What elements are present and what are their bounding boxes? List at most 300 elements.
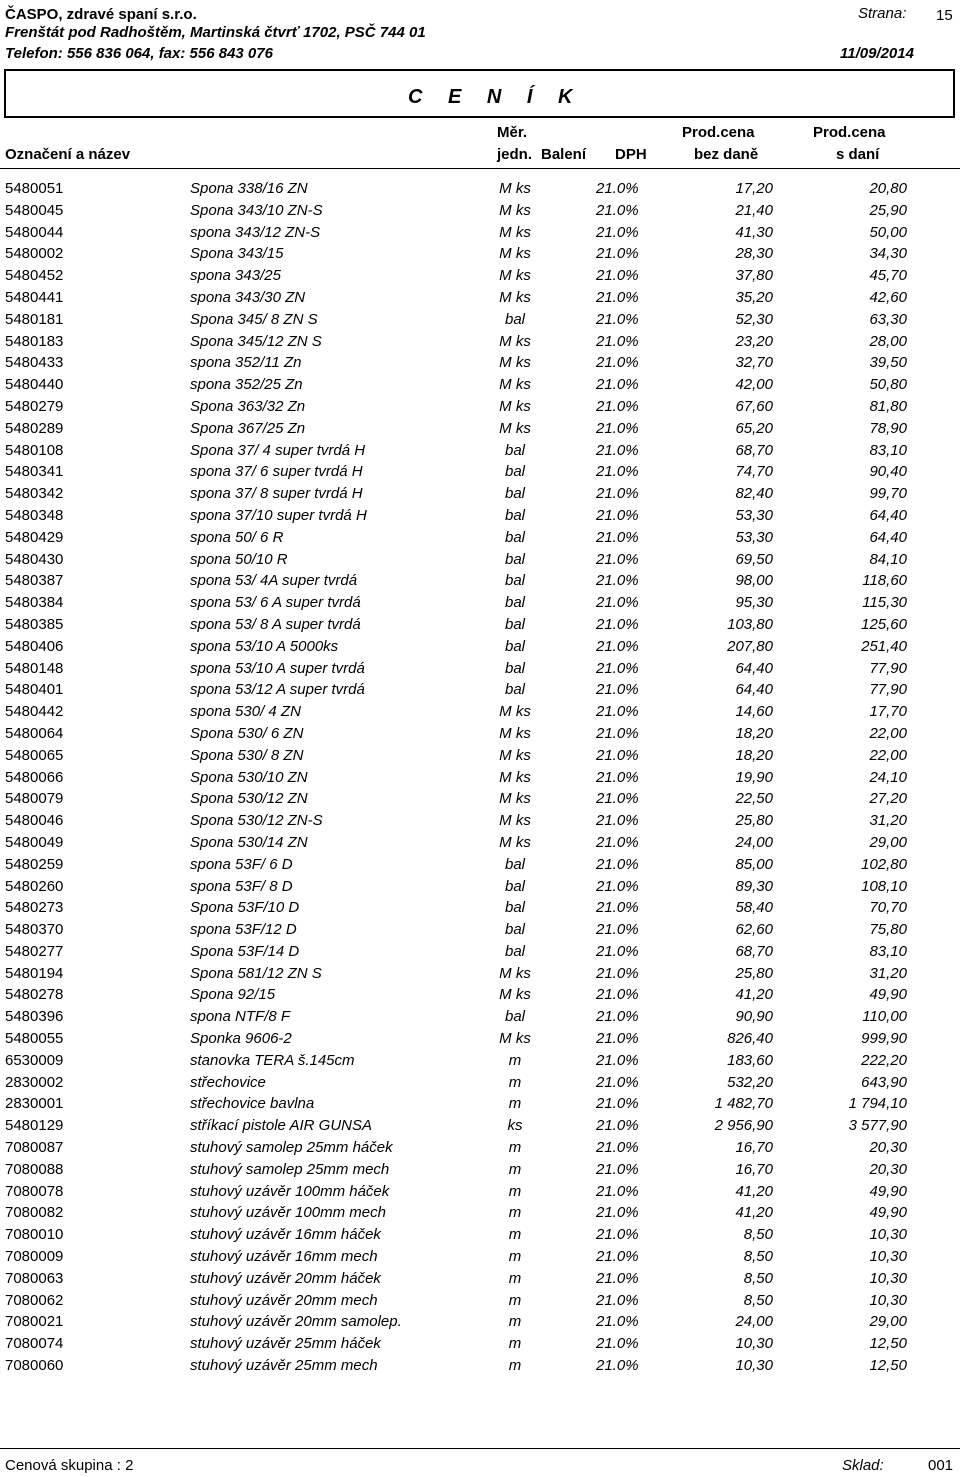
item-unit: bal xyxy=(504,506,526,524)
item-name: stuhový samolep 25mm mech xyxy=(190,1160,390,1178)
item-price-gross: 10,30 xyxy=(869,1269,907,1287)
item-vat: 21.0% xyxy=(596,1313,639,1331)
item-code: 7080082 xyxy=(5,1204,64,1222)
item-name: Spona 530/12 ZN xyxy=(190,790,308,808)
item-price-gross: 12,50 xyxy=(869,1357,907,1375)
item-price-net: 95,30 xyxy=(735,594,773,612)
item-price-gross: 999,90 xyxy=(861,1030,907,1048)
item-code: 7080021 xyxy=(5,1313,64,1331)
item-price-gross: 22,00 xyxy=(869,746,907,764)
item-unit: m xyxy=(508,1073,522,1091)
item-price-net: 10,30 xyxy=(735,1357,773,1375)
item-price-net: 53,30 xyxy=(735,506,773,524)
item-price-net: 82,40 xyxy=(735,485,773,503)
col-packing-header: Balení xyxy=(541,146,587,163)
item-price-gross: 17,70 xyxy=(869,703,907,721)
item-unit: M ks xyxy=(499,746,531,764)
item-price-gross: 10,30 xyxy=(869,1226,907,1244)
item-code: 5480129 xyxy=(5,1117,64,1135)
item-vat: 21.0% xyxy=(596,310,639,328)
item-vat: 21.0% xyxy=(596,812,639,830)
item-vat: 21.0% xyxy=(596,397,639,415)
item-price-net: 22,50 xyxy=(735,790,773,808)
table-row xyxy=(0,592,960,614)
table-row xyxy=(0,963,960,985)
item-price-gross: 25,90 xyxy=(869,201,907,219)
item-price-net: 8,50 xyxy=(743,1291,773,1309)
item-vat: 21.0% xyxy=(596,768,639,786)
table-row xyxy=(0,331,960,353)
table-row xyxy=(0,1050,960,1072)
table-row xyxy=(0,984,960,1006)
item-unit: M ks xyxy=(499,376,531,394)
item-price-gross: 42,60 xyxy=(869,288,907,306)
item-vat: 21.0% xyxy=(596,332,639,350)
item-vat: 21.0% xyxy=(596,637,639,655)
table-row xyxy=(0,1355,960,1377)
table-row xyxy=(0,527,960,549)
table-row xyxy=(0,1006,960,1028)
table-row xyxy=(0,483,960,505)
item-price-gross: 83,10 xyxy=(869,942,907,960)
item-unit: bal xyxy=(504,594,526,612)
item-price-net: 18,20 xyxy=(735,724,773,742)
item-price-gross: 77,90 xyxy=(869,681,907,699)
table-row xyxy=(0,614,960,636)
item-price-net: 25,80 xyxy=(735,812,773,830)
item-price-gross: 50,80 xyxy=(869,376,907,394)
item-code: 5480342 xyxy=(5,485,64,503)
item-vat: 21.0% xyxy=(596,376,639,394)
table-row xyxy=(0,788,960,810)
item-name: stuhový uzávěr 16mm mech xyxy=(190,1248,378,1266)
item-unit: m xyxy=(508,1160,522,1178)
table-row xyxy=(0,1202,960,1224)
item-price-net: 67,60 xyxy=(735,397,773,415)
item-name: Spona 345/12 ZN S xyxy=(190,332,322,350)
item-code: 5480049 xyxy=(5,833,64,851)
item-vat: 21.0% xyxy=(596,1095,639,1113)
table-row xyxy=(0,1137,960,1159)
item-name: stuhový uzávěr 20mm mech xyxy=(190,1291,378,1309)
item-price-net: 8,50 xyxy=(743,1269,773,1287)
item-name: střechovice bavlna xyxy=(190,1095,315,1113)
item-price-gross: 24,10 xyxy=(869,768,907,786)
item-vat: 21.0% xyxy=(596,180,639,197)
item-unit: bal xyxy=(504,681,526,699)
item-vat: 21.0% xyxy=(596,1269,639,1287)
item-name: spona 343/25 xyxy=(190,267,281,285)
item-code: 5480259 xyxy=(5,855,64,873)
item-name: Spona 530/12 ZN-S xyxy=(190,812,323,830)
item-code: 5480183 xyxy=(5,332,64,350)
item-unit: bal xyxy=(504,441,526,459)
item-unit: bal xyxy=(504,899,526,917)
item-name: stříkací pistole AIR GUNSA xyxy=(190,1117,372,1135)
item-code: 7080060 xyxy=(5,1357,64,1375)
item-unit: bal xyxy=(504,485,526,503)
item-price-gross: 90,40 xyxy=(869,463,907,481)
item-price-net: 10,30 xyxy=(735,1335,773,1353)
item-vat: 21.0% xyxy=(596,877,639,895)
table-row xyxy=(0,1028,960,1050)
item-code: 5480079 xyxy=(5,790,64,808)
item-price-gross: 29,00 xyxy=(869,1313,907,1331)
item-unit: bal xyxy=(504,659,526,677)
item-code: 5480370 xyxy=(5,921,64,939)
item-price-gross: 3 577,90 xyxy=(848,1117,907,1135)
item-code: 5480194 xyxy=(5,964,64,982)
item-unit: m xyxy=(508,1139,522,1157)
item-name: spona 50/ 6 R xyxy=(190,528,284,546)
item-name: spona 352/11 Zn xyxy=(190,354,302,372)
item-vat: 21.0% xyxy=(596,1357,639,1375)
item-price-gross: 125,60 xyxy=(861,615,907,633)
table-row xyxy=(0,832,960,854)
company-address: Frenštát pod Radhoštěm, Martinská čtvrť 1702, PSČ 744 01 xyxy=(5,24,426,41)
item-unit: M ks xyxy=(499,964,531,982)
item-unit: bal xyxy=(504,572,526,590)
table-row xyxy=(0,1159,960,1181)
item-name: Sponka 9606-2 xyxy=(190,1030,292,1048)
item-unit: m xyxy=(508,1051,522,1069)
item-vat: 21.0% xyxy=(596,921,639,939)
item-vat: 21.0% xyxy=(596,223,639,241)
item-name: spona 53F/ 6 D xyxy=(190,855,293,873)
item-unit: bal xyxy=(504,855,526,873)
item-price-net: 64,40 xyxy=(735,659,773,677)
item-price-gross: 1 794,10 xyxy=(848,1095,907,1113)
col-gross-header-top: Prod.cena xyxy=(813,124,886,141)
item-vat: 21.0% xyxy=(596,1139,639,1157)
item-price-net: 41,20 xyxy=(735,1204,773,1222)
item-unit: bal xyxy=(504,877,526,895)
table-row xyxy=(0,570,960,592)
item-vat: 21.0% xyxy=(596,986,639,1004)
item-vat: 21.0% xyxy=(596,1030,639,1048)
item-price-gross: 81,80 xyxy=(869,397,907,415)
item-code: 2830001 xyxy=(5,1095,64,1113)
item-price-net: 1 482,70 xyxy=(714,1095,773,1113)
item-vat: 21.0% xyxy=(596,1051,639,1069)
item-price-gross: 10,30 xyxy=(869,1291,907,1309)
item-vat: 21.0% xyxy=(596,1008,639,1026)
item-vat: 21.0% xyxy=(596,1335,639,1353)
document-date: 11/09/2014 xyxy=(840,45,914,62)
item-vat: 21.0% xyxy=(596,441,639,459)
col-name-header: Označení a název xyxy=(5,146,131,163)
item-vat: 21.0% xyxy=(596,1182,639,1200)
item-unit: m xyxy=(508,1182,522,1200)
item-code: 5480002 xyxy=(5,245,64,263)
item-name: Spona 345/ 8 ZN S xyxy=(190,310,318,328)
item-vat: 21.0% xyxy=(596,659,639,677)
item-price-net: 207,80 xyxy=(727,637,773,655)
item-price-gross: 70,70 xyxy=(869,899,907,917)
item-price-gross: 222,20 xyxy=(861,1051,907,1069)
table-row xyxy=(0,1311,960,1333)
item-price-net: 19,90 xyxy=(735,768,773,786)
item-price-gross: 63,30 xyxy=(869,310,907,328)
item-vat: 21.0% xyxy=(596,681,639,699)
item-price-net: 21,40 xyxy=(735,201,773,219)
table-row xyxy=(0,418,960,440)
item-code: 5480055 xyxy=(5,1030,64,1048)
item-name: spona 53/ 4A super tvrdá xyxy=(190,572,358,590)
item-vat: 21.0% xyxy=(596,899,639,917)
col-gross-header-bottom: s daní xyxy=(836,146,880,163)
item-name: stuhový uzávěr 20mm samolep. xyxy=(190,1313,402,1331)
item-code: 5480148 xyxy=(5,659,64,677)
item-name: spona 53/ 8 A super tvrdá xyxy=(190,615,361,633)
item-price-net: 16,70 xyxy=(735,1160,773,1178)
item-vat: 21.0% xyxy=(596,1248,639,1266)
table-row xyxy=(0,200,960,222)
item-unit: M ks xyxy=(499,419,531,437)
item-name: spona 352/25 Zn xyxy=(190,376,303,394)
item-name: spona 53/10 A 5000ks xyxy=(190,637,339,655)
item-unit: bal xyxy=(504,1008,526,1026)
item-code: 7080078 xyxy=(5,1182,64,1200)
item-price-net: 16,70 xyxy=(735,1139,773,1157)
item-unit: M ks xyxy=(499,812,531,830)
item-name: stuhový uzávěr 16mm háček xyxy=(190,1226,381,1244)
item-code: 5480348 xyxy=(5,506,64,524)
item-unit: m xyxy=(508,1095,522,1113)
item-price-gross: 28,00 xyxy=(869,332,907,350)
item-unit: M ks xyxy=(499,288,531,306)
item-unit: bal xyxy=(504,528,526,546)
item-price-net: 62,60 xyxy=(735,921,773,939)
footer-divider xyxy=(0,1448,960,1449)
item-code: 5480045 xyxy=(5,201,64,219)
item-vat: 21.0% xyxy=(596,1117,639,1135)
warehouse-value: 001 xyxy=(928,1457,954,1474)
item-price-net: 32,70 xyxy=(735,354,773,372)
item-unit: M ks xyxy=(499,332,531,350)
item-name: Spona 530/ 6 ZN xyxy=(190,724,304,742)
item-price-net: 28,30 xyxy=(735,245,773,263)
item-vat: 21.0% xyxy=(596,550,639,568)
item-price-net: 65,20 xyxy=(735,419,773,437)
item-price-net: 17,20 xyxy=(735,180,773,197)
item-name: spona 530/ 4 ZN xyxy=(190,703,301,721)
item-price-gross: 64,40 xyxy=(869,506,907,524)
item-unit: bal xyxy=(504,942,526,960)
item-price-gross: 31,20 xyxy=(869,812,907,830)
item-price-gross: 49,90 xyxy=(869,986,907,1004)
item-vat: 21.0% xyxy=(596,419,639,437)
item-price-gross: 102,80 xyxy=(861,855,907,873)
item-code: 5480452 xyxy=(5,267,64,285)
table-row xyxy=(0,701,960,723)
item-price-net: 18,20 xyxy=(735,746,773,764)
item-price-net: 68,70 xyxy=(735,441,773,459)
item-vat: 21.0% xyxy=(596,506,639,524)
item-price-gross: 77,90 xyxy=(869,659,907,677)
item-unit: M ks xyxy=(499,768,531,786)
item-unit: M ks xyxy=(499,245,531,263)
item-code: 5480108 xyxy=(5,441,64,459)
item-price-gross: 20,30 xyxy=(869,1160,907,1178)
item-code: 7080009 xyxy=(5,1248,64,1266)
item-code: 7080074 xyxy=(5,1335,64,1353)
item-price-net: 41,20 xyxy=(735,1182,773,1200)
item-code: 7080088 xyxy=(5,1160,64,1178)
item-price-gross: 83,10 xyxy=(869,441,907,459)
item-name: stuhový uzávěr 25mm mech xyxy=(190,1357,378,1375)
item-name: Spona 343/10 ZN-S xyxy=(190,201,323,219)
item-price-gross: 110,00 xyxy=(862,1008,907,1026)
item-unit: M ks xyxy=(499,790,531,808)
item-price-gross: 12,50 xyxy=(869,1335,907,1353)
item-name: spona 37/ 8 super tvrdá H xyxy=(190,485,363,503)
item-price-net: 68,70 xyxy=(735,942,773,960)
item-name: Spona 530/14 ZN xyxy=(190,833,308,851)
item-code: 5480430 xyxy=(5,550,64,568)
item-price-net: 53,30 xyxy=(735,528,773,546)
item-unit: M ks xyxy=(499,354,531,372)
col-net-header-top: Prod.cena xyxy=(682,124,755,141)
table-row xyxy=(0,461,960,483)
item-code: 5480429 xyxy=(5,528,64,546)
table-row xyxy=(0,723,960,745)
item-price-net: 2 956,90 xyxy=(714,1117,773,1135)
item-price-gross: 64,40 xyxy=(869,528,907,546)
item-code: 5480433 xyxy=(5,354,64,372)
table-row xyxy=(0,1290,960,1312)
item-price-net: 8,50 xyxy=(743,1226,773,1244)
company-name: ČASPO, zdravé spaní s.r.o. xyxy=(5,6,197,23)
item-vat: 21.0% xyxy=(596,245,639,263)
item-price-gross: 22,00 xyxy=(869,724,907,742)
col-unit-header-top: Měr. xyxy=(497,124,528,141)
table-row xyxy=(0,679,960,701)
item-price-net: 74,70 xyxy=(735,463,773,481)
table-row xyxy=(0,810,960,832)
table-row xyxy=(0,309,960,331)
col-unit-header-bottom: jedn. xyxy=(497,146,533,163)
table-row xyxy=(0,1115,960,1137)
item-vat: 21.0% xyxy=(596,615,639,633)
item-code: 5480396 xyxy=(5,1008,64,1026)
item-price-gross: 118,60 xyxy=(862,572,907,590)
table-row xyxy=(0,1268,960,1290)
item-unit: ks xyxy=(507,1117,523,1135)
item-name: stuhový uzávěr 25mm háček xyxy=(190,1335,381,1353)
item-price-net: 25,80 xyxy=(735,964,773,982)
item-unit: M ks xyxy=(499,703,531,721)
item-price-gross: 49,90 xyxy=(869,1182,907,1200)
item-price-net: 89,30 xyxy=(735,877,773,895)
item-unit: M ks xyxy=(499,201,531,219)
item-name: Spona 530/ 8 ZN xyxy=(190,746,304,764)
item-price-net: 42,00 xyxy=(735,376,773,394)
item-price-gross: 31,20 xyxy=(869,964,907,982)
item-code: 5480406 xyxy=(5,637,64,655)
item-price-gross: 643,90 xyxy=(861,1073,907,1091)
item-name: stuhový uzávěr 100mm mech xyxy=(190,1204,386,1222)
item-vat: 21.0% xyxy=(596,354,639,372)
item-price-gross: 108,10 xyxy=(861,877,907,895)
item-unit: m xyxy=(508,1291,522,1309)
table-row xyxy=(0,505,960,527)
table-row xyxy=(0,745,960,767)
table-row xyxy=(0,1181,960,1203)
item-unit: m xyxy=(508,1357,522,1375)
table-row xyxy=(0,374,960,396)
item-unit: m xyxy=(508,1269,522,1287)
table-row xyxy=(0,178,960,200)
item-name: střechovice xyxy=(190,1073,266,1091)
item-unit: M ks xyxy=(499,724,531,742)
item-code: 5480401 xyxy=(5,681,64,699)
item-price-gross: 34,30 xyxy=(869,245,907,263)
item-name: spona NTF/8 F xyxy=(190,1008,291,1026)
item-price-gross: 49,90 xyxy=(869,1204,907,1222)
item-vat: 21.0% xyxy=(596,1073,639,1091)
item-code: 5480442 xyxy=(5,703,64,721)
item-code: 5480384 xyxy=(5,594,64,612)
table-row xyxy=(0,243,960,265)
item-unit: m xyxy=(508,1313,522,1331)
item-vat: 21.0% xyxy=(596,724,639,742)
item-vat: 21.0% xyxy=(596,746,639,764)
item-price-gross: 10,30 xyxy=(869,1248,907,1266)
item-name: Spona 53F/14 D xyxy=(190,942,300,960)
item-unit: M ks xyxy=(499,1030,531,1048)
item-code: 5480066 xyxy=(5,768,64,786)
page-label: Strana: xyxy=(858,5,907,22)
item-vat: 21.0% xyxy=(596,267,639,285)
item-name: spona 343/30 ZN xyxy=(190,288,306,306)
item-vat: 21.0% xyxy=(596,942,639,960)
item-name: spona 53F/ 8 D xyxy=(190,877,293,895)
item-price-net: 24,00 xyxy=(735,833,773,851)
item-unit: M ks xyxy=(499,223,531,241)
item-unit: bal xyxy=(504,921,526,939)
item-price-gross: 45,70 xyxy=(869,267,907,285)
item-price-net: 24,00 xyxy=(735,1313,773,1331)
item-code: 5480277 xyxy=(5,942,64,960)
warehouse-label: Sklad: xyxy=(842,1457,884,1474)
table-row xyxy=(0,549,960,571)
item-name: spona 53F/12 D xyxy=(190,921,297,939)
item-price-net: 90,90 xyxy=(735,1008,773,1026)
item-unit: bal xyxy=(504,550,526,568)
item-code: 5480441 xyxy=(5,288,64,306)
item-vat: 21.0% xyxy=(596,1291,639,1309)
item-code: 5480289 xyxy=(5,419,64,437)
item-code: 5480051 xyxy=(5,180,64,197)
item-price-gross: 27,20 xyxy=(869,790,907,808)
table-row xyxy=(0,897,960,919)
item-price-gross: 115,30 xyxy=(862,594,907,612)
item-vat: 21.0% xyxy=(596,485,639,503)
table-row xyxy=(0,1093,960,1115)
item-code: 5480260 xyxy=(5,877,64,895)
item-price-net: 8,50 xyxy=(743,1248,773,1266)
table-row xyxy=(0,287,960,309)
table-row xyxy=(0,767,960,789)
item-price-net: 98,00 xyxy=(735,572,773,590)
table-row xyxy=(0,1246,960,1268)
document-title: C E N Í K xyxy=(408,86,583,108)
item-code: 5480279 xyxy=(5,397,64,415)
item-price-gross: 20,80 xyxy=(869,180,907,197)
item-unit: m xyxy=(508,1248,522,1266)
item-unit: m xyxy=(508,1335,522,1353)
